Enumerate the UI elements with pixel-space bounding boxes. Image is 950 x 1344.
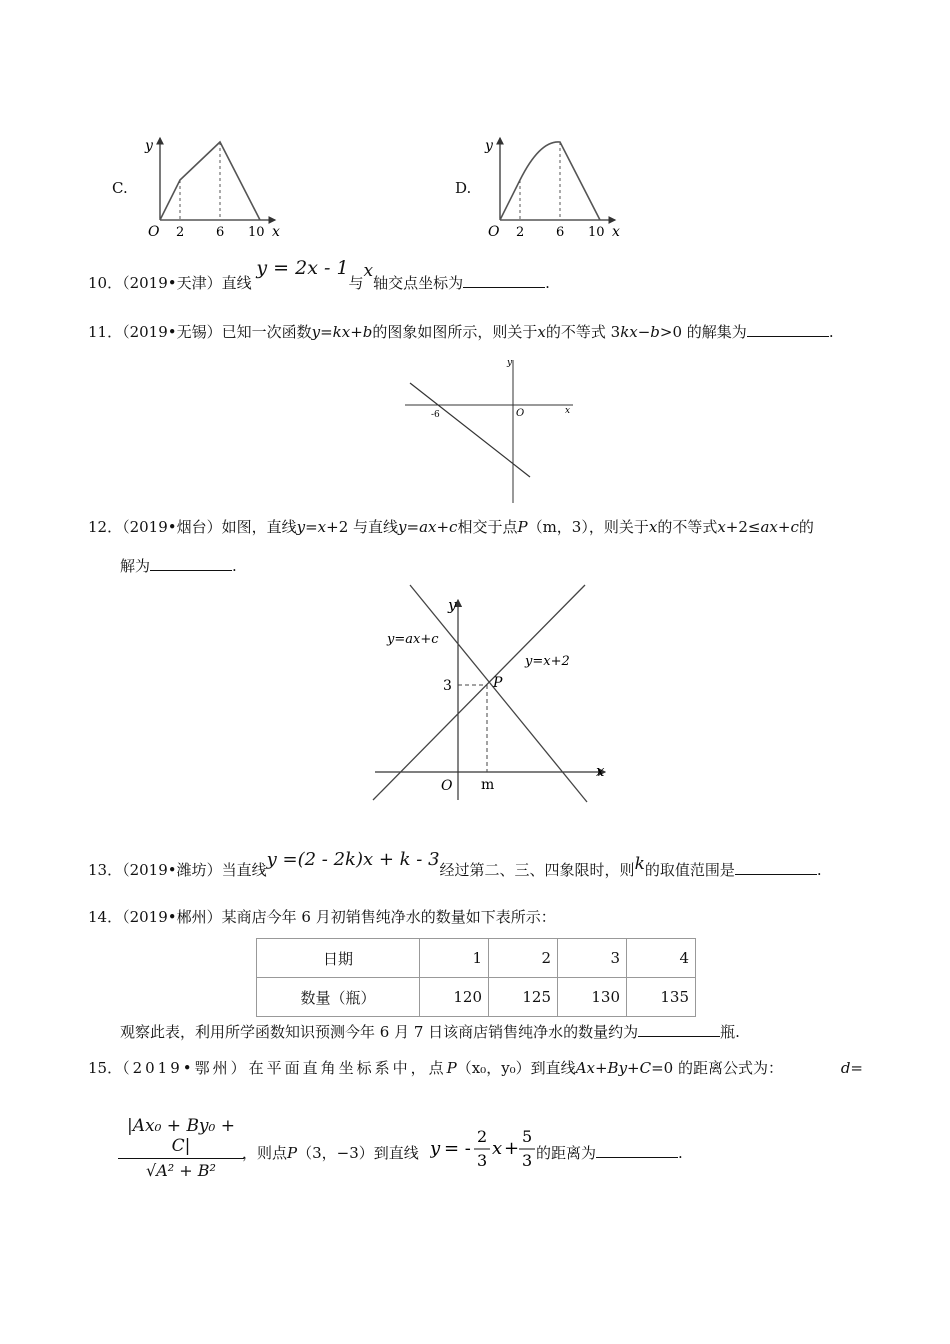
answer-blank[interactable] — [735, 860, 817, 875]
answer-blank[interactable] — [463, 273, 545, 288]
question-11: 11．（2019•无锡）已知一次函数y=kx+b的图象如图所示，则关于x的不等式 3kx−b>0 的解集为 . — [88, 323, 834, 341]
question-12-line2: 解为 . — [120, 557, 237, 575]
x-label: x — [272, 224, 280, 240]
y-label: y — [507, 358, 513, 368]
graph-curve — [500, 142, 600, 220]
table-row: 数量（瓶） 120 125 130 135 — [257, 978, 696, 1017]
point-p-label: P — [493, 675, 503, 691]
origin-label: O — [516, 408, 525, 419]
question-15-line2: ，则点P（3，−3）到直线 — [242, 1144, 419, 1162]
question-15: 15．（2019•鄂州）在平面直角坐标系中，点P（x₀，y₀）到直线Ax+By+C=0 的距离公式为： d= — [88, 1059, 863, 1077]
equation: y =(2 - 2k)x + k - 3 — [266, 849, 440, 870]
x-label: x — [565, 406, 571, 416]
question-15-tail: 的距离为 . — [536, 1144, 683, 1162]
y-label: y — [485, 138, 493, 154]
graph-q12 — [365, 580, 615, 805]
table-header: 日期 — [257, 939, 420, 978]
svg-text:3: 3 — [477, 1151, 488, 1170]
question-14: 14．（2019•郴州）某商店今年 6 月初销售纯净水的数量如下表所示： — [88, 908, 556, 926]
answer-blank[interactable] — [638, 1022, 720, 1037]
graph-line — [160, 142, 260, 220]
origin-label: O — [441, 778, 453, 794]
question-10: 10．（2019•天津）直线 y = 2x - 1与x轴交点坐标为 . — [88, 257, 550, 292]
x-label: x — [596, 762, 605, 780]
graph-option-d — [480, 130, 630, 240]
line-equation-graphic — [430, 1122, 536, 1174]
line-equation — [430, 1122, 536, 1174]
line-label-1: y=ax+c — [387, 632, 439, 647]
origin-label: O — [148, 224, 160, 240]
x-label: x — [612, 224, 620, 240]
line-ax-plus-c — [410, 585, 587, 802]
formula-denominator: √A² + B² — [146, 1161, 216, 1180]
tick-10: 10 — [248, 225, 265, 240]
table-row: 日期 1 2 3 4 — [257, 939, 696, 978]
sales-table — [256, 938, 696, 1017]
tick-2: 2 — [176, 225, 185, 240]
tick-3: 3 — [443, 678, 452, 694]
svg-text:5: 5 — [522, 1127, 533, 1146]
question-12: 12．（2019•烟台）如图，直线y=x+2 与直线y=ax+c相交于点P（m，3），则关于x的不等式x+2≤ax+c的 — [88, 518, 814, 536]
tick-10: 10 — [588, 225, 605, 240]
graph-option-c — [140, 130, 290, 240]
option-c-label: C. — [112, 179, 128, 197]
tick-2: 2 — [516, 225, 525, 240]
option-d-label: D. — [455, 179, 472, 197]
x-intercept-label: -6 — [431, 410, 440, 420]
graph-q11 — [395, 355, 580, 505]
svg-text:= -: = - — [444, 1138, 471, 1159]
question-14-followup: 观察此表，利用所学函数知识预测今年 6 月 7 日该商店销售纯净水的数量约为 瓶. — [120, 1023, 740, 1041]
answer-blank[interactable] — [150, 556, 232, 571]
line-label-2: y=x+2 — [525, 654, 570, 669]
equation: y = 2x - 1 — [256, 257, 349, 279]
answer-blank[interactable] — [596, 1143, 678, 1158]
distance-formula — [118, 1116, 244, 1180]
origin-label: O — [488, 224, 500, 240]
y-label: y — [145, 138, 153, 154]
m-label: m — [481, 777, 495, 793]
line-x-plus-2 — [373, 585, 585, 800]
formula-numerator: |Ax₀ + By₀ + C| — [118, 1116, 244, 1159]
tick-6: 6 — [216, 225, 225, 240]
svg-text:y: y — [430, 1138, 441, 1159]
svg-text:x: x — [492, 1138, 503, 1159]
svg-text:2: 2 — [477, 1127, 488, 1146]
function-line — [410, 383, 530, 477]
svg-text:3: 3 — [522, 1151, 533, 1170]
tick-6: 6 — [556, 225, 565, 240]
table-header: 数量（瓶） — [257, 978, 420, 1017]
answer-blank[interactable] — [747, 322, 829, 337]
svg-text:+: + — [504, 1138, 520, 1159]
question-13: 13．（2019•潍坊）当直线y =(2 - 2k)x + k - 3经过第二、三、四象限时，则k的取值范围是 . — [88, 849, 822, 879]
y-label: y — [448, 596, 457, 614]
